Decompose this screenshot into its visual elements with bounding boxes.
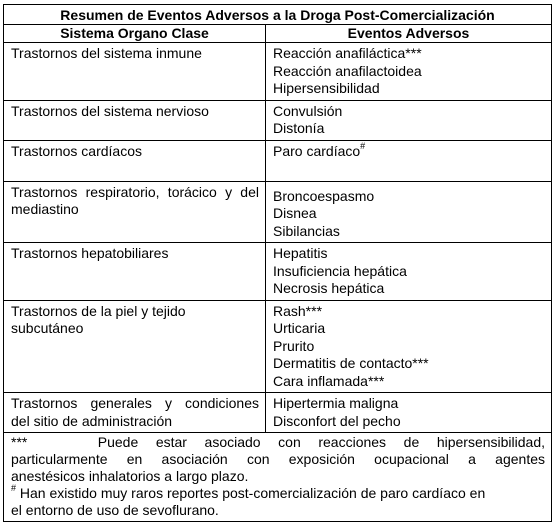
organ-class-text: Trastornos respiratorio, torácico y del [11, 183, 259, 200]
footnote-row [4, 433, 552, 522]
events-cell [266, 243, 552, 301]
events-cell [266, 393, 552, 433]
event-item: Reacción anafiláctica*** [273, 45, 422, 61]
event-item: Broncoespasmo [273, 187, 375, 204]
footnote-text: anestésicos inhalatorios a largo plazo. [11, 468, 249, 484]
events-cell [266, 181, 552, 243]
organ-class-cell [4, 300, 266, 393]
events-cell [266, 300, 552, 393]
footnote-hash-line [11, 485, 545, 502]
event-item: Reacción anafilactoidea [273, 62, 422, 79]
table-row [4, 243, 552, 301]
footnote-text: Han existido muy raros reportes post-comercialización de paro cardíaco en [19, 485, 486, 501]
event-item: Prurito [273, 337, 315, 354]
organ-class-cell [4, 100, 266, 140]
organ-class-cell [4, 243, 266, 301]
event-item: Cara inflamada*** [273, 372, 385, 389]
events-cell [266, 140, 552, 181]
events-cell [266, 100, 552, 140]
event-item: Disconfort del pecho [273, 412, 401, 429]
organ-class-text: Trastornos generales y condiciones [11, 395, 259, 411]
organ-class-text: Trastornos del sistema nervioso [11, 102, 209, 119]
event-item: Insuficiencia hepática [273, 262, 407, 279]
table-row [4, 181, 552, 243]
event-item: Urticaria [273, 320, 326, 336]
event-item: Convulsión [273, 102, 343, 119]
adverse-events-table-wrapper [3, 4, 551, 522]
organ-class-cell [4, 393, 266, 433]
event-item: Hipersensibilidad [273, 80, 380, 96]
organ-class-cell [4, 181, 266, 243]
organ-class-cell [4, 140, 266, 181]
events-cell [266, 43, 552, 101]
organ-class-text: subcutáneo [11, 320, 84, 336]
footnote-text: particularmente en asociación con exposición ocupacional a agentes [11, 451, 545, 467]
organ-class-text: Trastornos hepatobiliares [11, 245, 169, 261]
footnote-asterisk-line [11, 434, 545, 451]
hash-marker: # [11, 483, 17, 494]
organ-class-text: Trastornos cardíacos [11, 142, 142, 159]
event-item [273, 140, 545, 161]
asterisk-marker: *** [11, 434, 28, 450]
event-item: Dermatitis de contacto*** [273, 355, 429, 371]
table-row [4, 43, 552, 101]
event-item: Sibilancias [273, 222, 340, 239]
event-item: Hipertermia maligna [273, 395, 399, 411]
footnotes-cell [4, 433, 552, 522]
organ-class-text: mediastino [11, 201, 79, 217]
event-item: Distonía [273, 120, 325, 136]
footnote-text: el entorno de uso de sevoflurano. [11, 502, 219, 518]
header-adverse-events: Eventos Adversos [266, 25, 552, 43]
event-item: Disnea [273, 205, 317, 221]
header-organ-class: Sistema Organo Clase [4, 25, 266, 43]
event-item: Hepatitis [273, 245, 328, 261]
event-item: Rash*** [273, 302, 323, 319]
table-row [4, 140, 552, 181]
organ-class-text: del sitio de administración [11, 412, 173, 429]
adverse-events-table [3, 4, 552, 522]
organ-class-text: Trastornos del sistema inmune [11, 45, 202, 61]
event-item: Necrosis hepática [273, 280, 385, 296]
organ-class-text: Trastornos de la piel y tejido [11, 302, 186, 319]
table-row [4, 393, 552, 433]
table-row [4, 100, 552, 140]
hash-footnote-marker: # [360, 140, 366, 151]
table-row [4, 300, 552, 393]
organ-class-cell [4, 43, 266, 101]
event-text: Paro cardíaco [273, 142, 361, 159]
table-title: Resumen de Eventos Adversos a la Droga Post-Comercialización [4, 5, 552, 25]
footnote-text: Puede estar asociado con reacciones de hipersensibilidad, [97, 434, 545, 450]
